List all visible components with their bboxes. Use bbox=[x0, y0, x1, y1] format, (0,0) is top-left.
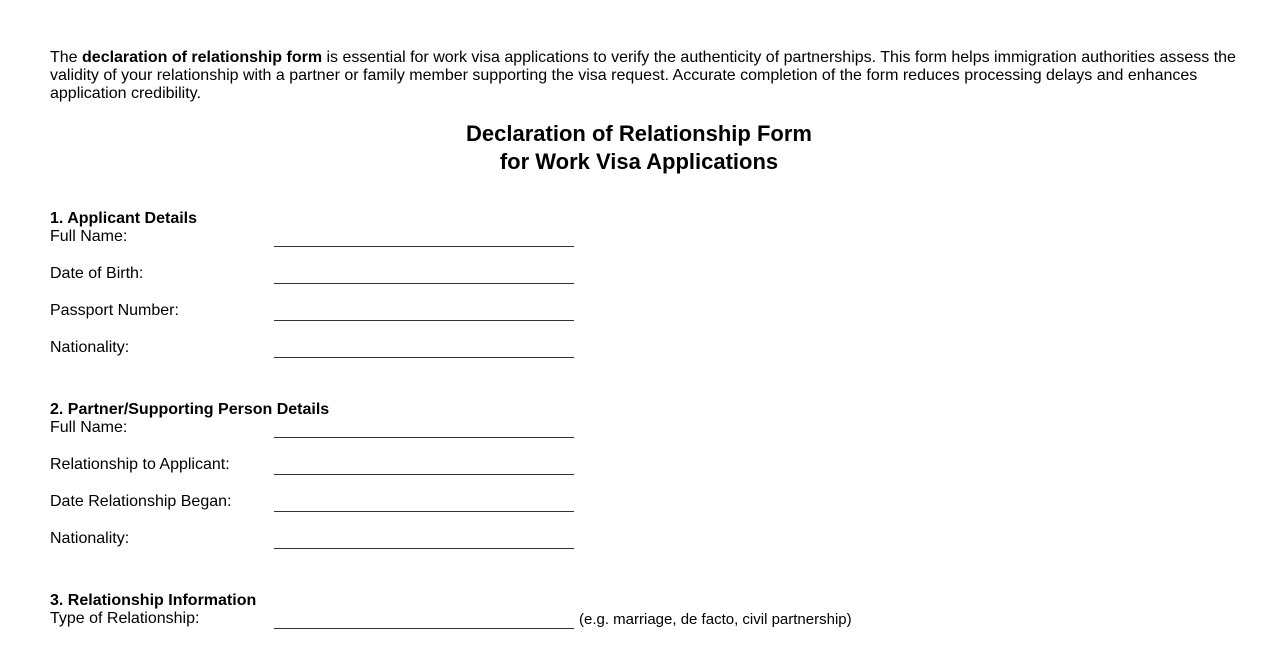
field-label-relationship-began: Date Relationship Began: bbox=[50, 493, 232, 510]
partner-full-name-field[interactable] bbox=[274, 437, 574, 438]
applicant-nationality-field[interactable] bbox=[274, 357, 574, 358]
field-label-partner-full-name: Full Name: bbox=[50, 419, 128, 436]
field-label-applicant-dob: Date of Birth: bbox=[50, 265, 144, 282]
relationship-type-hint: (e.g. marriage, de facto, civil partnership) bbox=[579, 611, 852, 628]
partner-nationality-field[interactable] bbox=[274, 548, 574, 549]
field-label-applicant-passport: Passport Number: bbox=[50, 302, 179, 319]
applicant-dob-field[interactable] bbox=[274, 283, 574, 284]
intro-paragraph bbox=[50, 49, 1240, 103]
intro-bold-term: declaration of relationship form bbox=[82, 49, 323, 66]
applicant-full-name-field[interactable] bbox=[274, 246, 574, 247]
field-label-applicant-full-name: Full Name: bbox=[50, 228, 128, 245]
partner-relationship-field[interactable] bbox=[274, 474, 574, 475]
section-heading-partner: 2. Partner/Supporting Person Details bbox=[50, 401, 330, 418]
relationship-began-field[interactable] bbox=[274, 511, 574, 512]
section-heading-applicant: 1. Applicant Details bbox=[50, 210, 197, 227]
section-heading-relationship-info: 3. Relationship Information bbox=[50, 592, 257, 609]
form-title-line2: for Work Visa Applications bbox=[499, 149, 779, 174]
form-title bbox=[0, 120, 1278, 176]
intro-prefix: The bbox=[50, 49, 83, 66]
intro-rest: is essential for work visa applications to verify the authenticity of partnerships. This form helps immigration authorities assess the validity of your relationship with a partner or family member supporting the visa request. Accurate completion of the form reduces processing delays and enhances application credibility. bbox=[50, 49, 1236, 102]
field-label-applicant-nationality: Nationality: bbox=[50, 339, 130, 356]
relationship-type-field[interactable] bbox=[274, 628, 574, 629]
applicant-passport-field[interactable] bbox=[274, 320, 574, 321]
field-label-partner-relationship: Relationship to Applicant: bbox=[50, 456, 230, 473]
field-label-partner-nationality: Nationality: bbox=[50, 530, 130, 547]
form-title-line1: Declaration of Relationship Form bbox=[466, 121, 812, 146]
field-label-relationship-type: Type of Relationship: bbox=[50, 610, 200, 627]
